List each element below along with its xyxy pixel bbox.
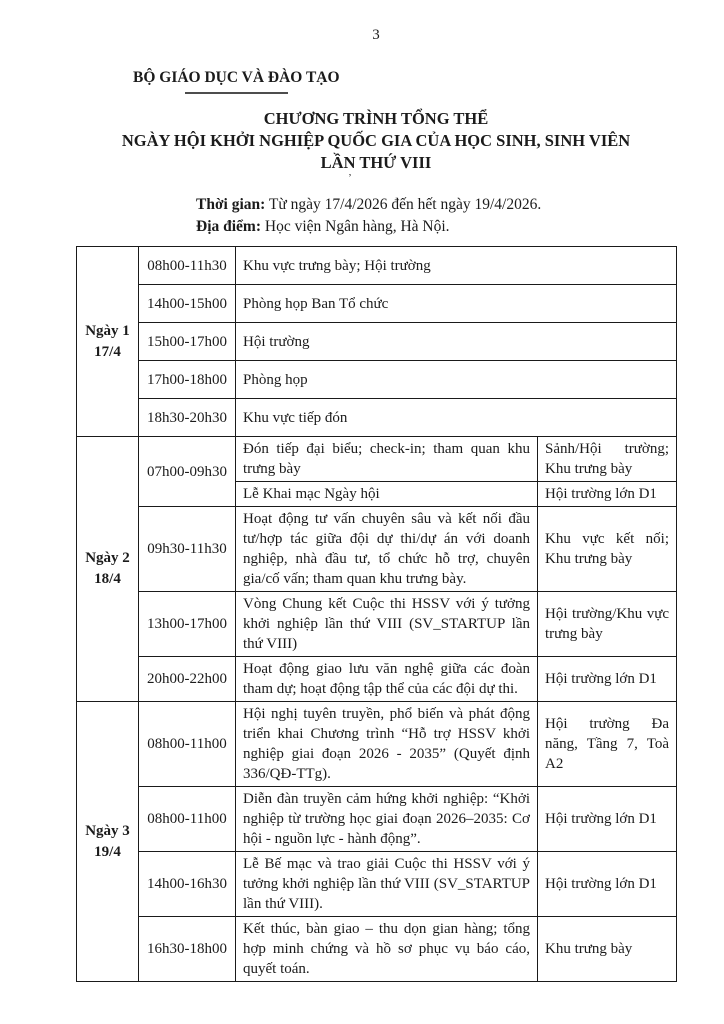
ministry-name: BỘ GIÁO DỤC VÀ ĐÀO TẠO [133, 69, 340, 86]
day-cell [77, 702, 139, 982]
time-label: Thời gian: [196, 196, 266, 213]
table-row [77, 507, 677, 592]
page-number: 3 [372, 27, 380, 43]
location-cell: Hội trường/Khu vực trưng bày [538, 592, 677, 657]
time-cell: 08h00-11h00 [139, 787, 236, 852]
table-row [77, 285, 677, 323]
page-content [76, 26, 676, 982]
ministry-heading [133, 68, 340, 94]
day-cell [77, 437, 139, 702]
time-cell: 20h00-22h00 [139, 657, 236, 702]
time-cell: 08h00-11h30 [139, 247, 236, 285]
table-row [77, 852, 677, 917]
activity-cell: Kết thúc, bàn giao – thu dọn gian hàng; tổng hợp minh chứng và hồ sơ phục vụ báo cáo, quyết toán. [236, 917, 538, 982]
day-label: Ngày 3 [85, 822, 130, 839]
location-cell: Khu vực kết nối; Khu trưng bày [538, 507, 677, 592]
activity-cell: Hoạt động tư vấn chuyên sâu và kết nối đầu tư/hợp tác giữa đội dự thi/dự án với doanh nghiệp, nhà đầu tư, tổ chức hỗ trợ, chuyên gia/cố vấn; tham quan khu trưng bày. [236, 507, 538, 592]
location-cell: Sảnh/Hội trường; Khu trưng bày [538, 437, 677, 482]
time-cell: 07h00-09h30 [139, 437, 236, 507]
stray-scan-mark: ’ [348, 172, 352, 184]
event-info [196, 194, 676, 238]
table-row [77, 247, 677, 285]
day-date: 19/4 [94, 843, 121, 860]
activity-cell: Phòng họp Ban Tổ chức [236, 285, 677, 323]
title-line-2: NGÀY HỘI KHỞI NGHIỆP QUỐC GIA CỦA HỌC SINH, SINH VIÊN [121, 131, 631, 150]
day-date: 17/4 [94, 343, 121, 360]
activity-cell: Diễn đàn truyền cảm hứng khởi nghiệp: “Khởi nghiệp từ trường học giai đoạn 2026–2035: Cơ hội - nguồn lực - hành động”. [236, 787, 538, 852]
activity-cell: Lễ Khai mạc Ngày hội [236, 482, 538, 507]
activity-cell: Khu vực trưng bày; Hội trường [236, 247, 677, 285]
activity-cell: Lễ Bế mạc và trao giải Cuộc thi HSSV với ý tưởng khởi nghiệp lần thứ VIII (SV_STARTUP lần thứ VIII). [236, 852, 538, 917]
time-cell: 14h00-16h30 [139, 852, 236, 917]
table-row [77, 657, 677, 702]
time-cell: 09h30-11h30 [139, 507, 236, 592]
table-row [77, 592, 677, 657]
day-cell [77, 247, 139, 437]
table-row [77, 702, 677, 787]
time-cell: 18h30-20h30 [139, 399, 236, 437]
heading-underline [185, 92, 288, 94]
title-line-1: CHƯƠNG TRÌNH TỔNG THỂ [263, 109, 489, 128]
time-cell: 14h00-15h00 [139, 285, 236, 323]
activity-cell: Hoạt động giao lưu văn nghệ giữa các đoàn tham dự; hoạt động tập thể của các đội dự thi. [236, 657, 538, 702]
activity-cell: Đón tiếp đại biểu; check-in; tham quan khu trưng bày [236, 437, 538, 482]
activity-cell: Khu vực tiếp đón [236, 399, 677, 437]
location-cell: Hội trường lớn D1 [538, 657, 677, 702]
location-cell: Hội trường lớn D1 [538, 787, 677, 852]
table-row [77, 361, 677, 399]
table-row [77, 323, 677, 361]
place-value: Học viện Ngân hàng, Hà Nội. [264, 218, 450, 235]
time-cell: 13h00-17h00 [139, 592, 236, 657]
event-time-line [196, 194, 676, 216]
title-line-3: LẦN THỨ VIII [320, 153, 432, 172]
location-cell: Hội trường lớn D1 [538, 852, 677, 917]
table-row [77, 787, 677, 852]
time-cell: 15h00-17h00 [139, 323, 236, 361]
time-cell: 17h00-18h00 [139, 361, 236, 399]
table-row [77, 437, 677, 482]
activity-cell: Phòng họp [236, 361, 677, 399]
activity-cell: Vòng Chung kết Cuộc thi HSSV với ý tưởng khởi nghiệp lần thứ VIII (SV_STARTUP lần thứ VIII) [236, 592, 538, 657]
location-cell: Hội trường Đa năng, Tầng 7, Toà A2 [538, 702, 677, 787]
activity-cell: Hội trường [236, 323, 677, 361]
time-cell: 08h00-11h00 [139, 702, 236, 787]
schedule-table [76, 246, 677, 982]
activity-cell: Hội nghị tuyên truyền, phổ biến và phát động triển khai Chương trình “Hỗ trợ HSSV khởi nghiệp giai đoạn 2026 - 2035” (Quyết định 336/QĐ-TTg). [236, 702, 538, 787]
time-value: Từ ngày 17/4/2026 đến hết ngày 19/4/2026. [268, 196, 542, 213]
day-label: Ngày 2 [85, 550, 130, 566]
location-cell: Khu trưng bày [538, 917, 677, 982]
day-label: Ngày 1 [85, 322, 130, 339]
table-row [77, 917, 677, 982]
table-row [77, 399, 677, 437]
place-label: Địa điểm: [196, 218, 262, 235]
day-date: 18/4 [94, 571, 121, 587]
event-place-line [196, 216, 676, 238]
location-cell: Hội trường lớn D1 [538, 482, 677, 507]
document-title [76, 108, 676, 174]
time-cell: 16h30-18h00 [139, 917, 236, 982]
